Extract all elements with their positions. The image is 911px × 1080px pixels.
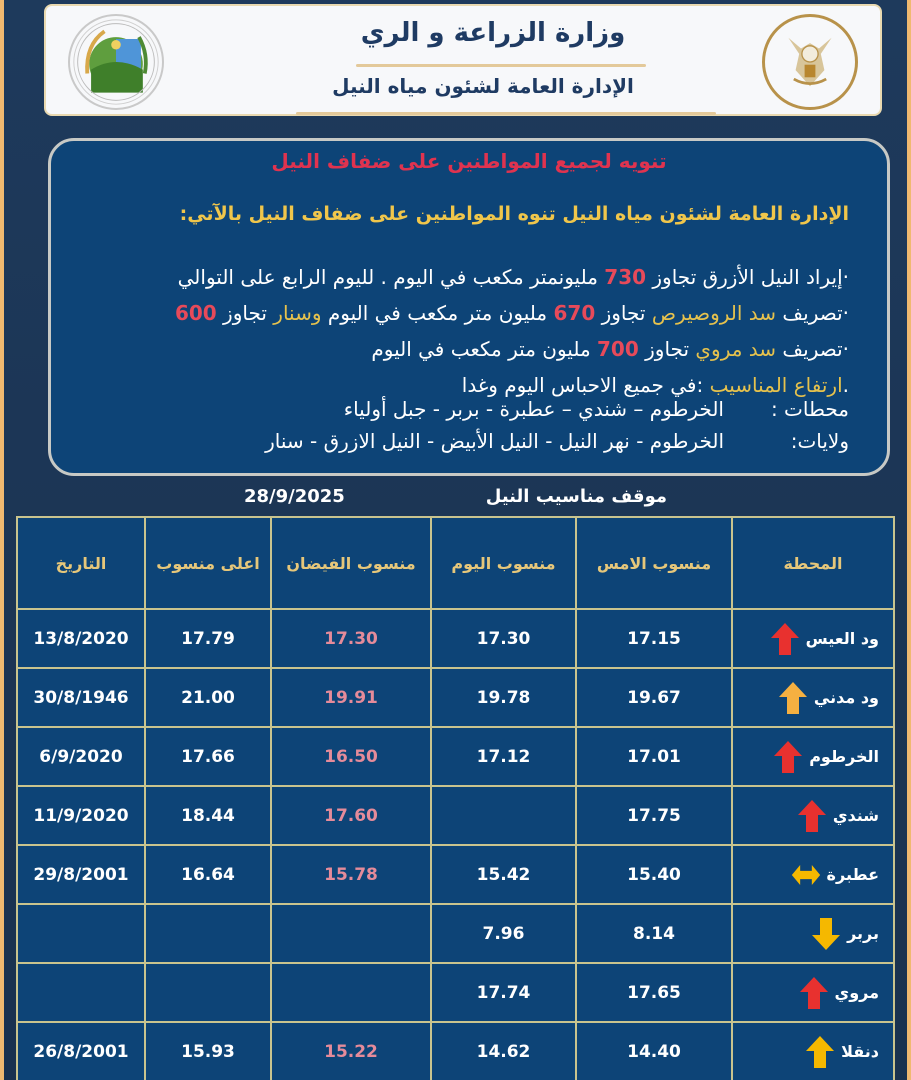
max-level-date	[17, 904, 145, 963]
station-name: بربر	[847, 924, 879, 943]
yesterday-level: 17.75	[576, 786, 732, 845]
station-cell	[732, 668, 894, 727]
today-level	[431, 786, 576, 845]
table-row	[17, 904, 894, 963]
yesterday-level: 19.67	[576, 668, 732, 727]
text: مليونمتر مكعب في اليوم . لليوم الرابع على التوالي	[177, 265, 605, 289]
flood-level: 19.91	[271, 668, 431, 727]
table-header-row	[17, 517, 894, 609]
today-level: 17.30	[431, 609, 576, 668]
trend-steady-arrow-icon	[791, 857, 821, 893]
table-row	[17, 609, 894, 668]
sudan-emblem-icon	[762, 14, 858, 110]
header-date: التاريخ	[17, 517, 145, 609]
max-level-date: 6/9/2020	[17, 727, 145, 786]
affected-areas	[81, 393, 849, 457]
flood-level: 15.22	[271, 1022, 431, 1080]
text: :في جميع الاحباس اليوم وغدا	[461, 373, 710, 397]
table-title: موقف مناسيب النيل	[485, 486, 667, 507]
ministry-title: وزارة الزراعة و الري	[360, 18, 626, 48]
rising-levels-label: ارتفاع المناسيب	[709, 373, 843, 397]
station-cell	[732, 963, 894, 1022]
table-date: 28/9/2025	[244, 486, 345, 507]
title-divider	[356, 64, 646, 67]
today-level: 17.12	[431, 727, 576, 786]
yesterday-level: 8.14	[576, 904, 732, 963]
station-name: الخرطوم	[809, 747, 879, 766]
discharge-value: 670	[553, 301, 596, 325]
header-yesterday: منسوب الامس	[576, 517, 732, 609]
trend-up-arrow-icon	[797, 798, 827, 834]
station-name: ود مدني	[813, 688, 879, 707]
states-value: الخرطوم - نهر النيل - النيل الأبيض - النيل الازرق - سنار	[265, 429, 724, 453]
table-row	[17, 668, 894, 727]
yesterday-level: 17.65	[576, 963, 732, 1022]
discharge-value: 700	[597, 337, 639, 361]
max-level: 18.44	[145, 786, 271, 845]
title-divider	[296, 112, 716, 115]
max-level-date: 29/8/2001	[17, 845, 145, 904]
max-level: 17.79	[145, 609, 271, 668]
trend-up-arrow-icon	[770, 621, 800, 657]
table-row	[17, 845, 894, 904]
table-row	[17, 727, 894, 786]
yesterday-level: 14.40	[576, 1022, 732, 1080]
poster-frame	[4, 0, 907, 1080]
station-cell	[732, 727, 894, 786]
max-level	[145, 963, 271, 1022]
table-row	[17, 786, 894, 845]
max-level-date: 11/9/2020	[17, 786, 145, 845]
department-title: الإدارة العامة لشئون مياه النيل	[332, 74, 634, 98]
notice-line-roseires-discharge	[61, 295, 849, 331]
flood-level	[271, 904, 431, 963]
text: تجاوز	[638, 337, 696, 361]
notice-lines	[61, 259, 849, 403]
max-level-date	[17, 963, 145, 1022]
max-level-date: 30/8/1946	[17, 668, 145, 727]
text: مليون متر مكعب في اليوم	[321, 301, 554, 325]
notice-intro: الإدارة العامة لشئون مياه النيل تنوه المواطنين على ضفاف النيل بالآتي:	[179, 203, 849, 225]
trend-up-arrow-icon	[773, 739, 803, 775]
dam-name: وسنار	[273, 301, 322, 325]
table-row	[17, 963, 894, 1022]
text: ·تصريف	[776, 301, 849, 325]
max-level: 21.00	[145, 668, 271, 727]
text: تجاوز	[595, 301, 652, 325]
station-cell	[732, 786, 894, 845]
dam-name: سد مروي	[695, 337, 777, 361]
text: ·إيراد النيل الأزرق تجاوز	[646, 265, 849, 289]
table-caption	[4, 484, 907, 514]
max-level: 15.93	[145, 1022, 271, 1080]
text: ·تصريف	[776, 337, 849, 361]
max-level	[145, 904, 271, 963]
station-cell	[732, 609, 894, 668]
today-level: 15.42	[431, 845, 576, 904]
station-name: دنقلا	[841, 1042, 879, 1061]
trend-down-arrow-icon	[811, 916, 841, 952]
notice-title: تنويه لجميع المواطنين على ضفاف النيل	[271, 149, 667, 173]
trend-up-arrow-icon	[805, 1034, 835, 1070]
text: مليون متر مكعب في اليوم	[371, 337, 598, 361]
station-cell	[732, 1022, 894, 1080]
yesterday-level: 15.40	[576, 845, 732, 904]
inflow-value: 730	[604, 265, 647, 289]
flood-level: 15.78	[271, 845, 431, 904]
flood-level: 16.50	[271, 727, 431, 786]
yesterday-level: 17.15	[576, 609, 732, 668]
station-name: شندي	[832, 806, 879, 825]
header-flood: منسوب الفيضان	[271, 517, 431, 609]
flood-level: 17.60	[271, 786, 431, 845]
notice-box	[48, 138, 890, 476]
affected-states	[81, 425, 849, 457]
max-level-date: 13/8/2020	[17, 609, 145, 668]
nile-levels-table	[16, 516, 895, 1080]
header-station: المحطة	[732, 517, 894, 609]
max-level-date: 26/8/2001	[17, 1022, 145, 1080]
stations-label: محطات :	[770, 397, 849, 421]
station-cell	[732, 845, 894, 904]
stations-value: الخرطوم – شندي – عطبرة - بربر - جبل أولياء	[343, 397, 724, 421]
header-card	[44, 4, 882, 116]
station-name: عطبرة	[826, 865, 879, 884]
station-name: مروي	[834, 983, 879, 1002]
max-level: 16.64	[145, 845, 271, 904]
today-level: 14.62	[431, 1022, 576, 1080]
notice-line-blue-nile-inflow	[61, 259, 849, 295]
table-row	[17, 1022, 894, 1080]
text: .	[842, 373, 849, 397]
dam-name: سد الروصيرص	[651, 301, 777, 325]
today-level: 17.74	[431, 963, 576, 1022]
trend-up-arrow-icon	[778, 680, 808, 716]
today-level: 19.78	[431, 668, 576, 727]
station-name: ود العيس	[805, 629, 879, 648]
flood-level	[271, 963, 431, 1022]
text: تجاوز	[216, 301, 274, 325]
header-today: منسوب اليوم	[431, 517, 576, 609]
trend-up-arrow-icon	[799, 975, 829, 1011]
states-label: ولايات:	[790, 429, 849, 453]
flood-level: 17.30	[271, 609, 431, 668]
header-max: اعلى منسوب	[145, 517, 271, 609]
notice-line-merowe-discharge	[61, 331, 849, 367]
affected-stations	[81, 393, 849, 425]
discharge-value: 600	[174, 301, 217, 325]
yesterday-level: 17.01	[576, 727, 732, 786]
today-level: 7.96	[431, 904, 576, 963]
max-level: 17.66	[145, 727, 271, 786]
station-cell	[732, 904, 894, 963]
